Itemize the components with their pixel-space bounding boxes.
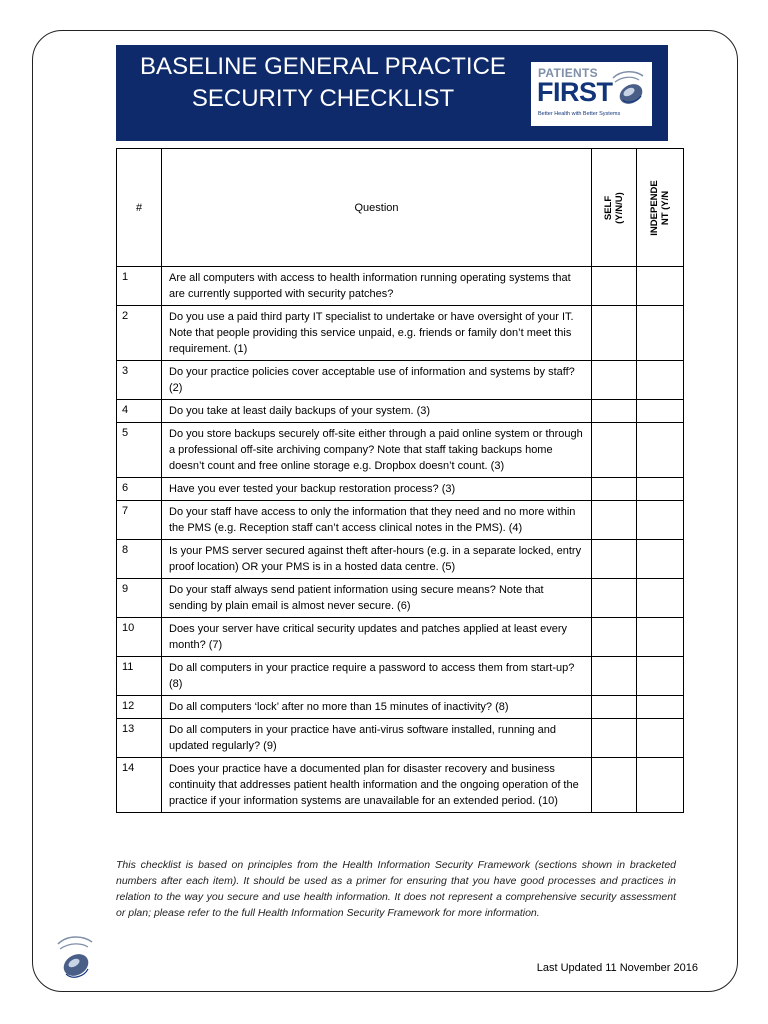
page-title bbox=[116, 51, 530, 115]
security-checklist-table bbox=[116, 148, 684, 813]
footnote: This checklist is based on principles from the Health Information Security Framework (sections shown in bracketed numbers after each item). It should be used as a primer for ensuring that you have good processes and practices in relation to the way you secure and use health information. It does not represent a comprehensive security assessment or plan; please refer to the full Health Information Security Framework for more information. bbox=[116, 859, 676, 919]
header-independent bbox=[637, 149, 684, 267]
self-answer-cell[interactable] bbox=[592, 361, 637, 400]
header-independent-line-1: INDEPENDE bbox=[649, 179, 660, 236]
self-answer-cell[interactable] bbox=[592, 267, 637, 306]
independent-answer-cell[interactable] bbox=[637, 478, 684, 501]
table-row bbox=[117, 657, 684, 696]
row-question: Do all computers ‘lock’ after no more than 15 minutes of inactivity? (8) bbox=[162, 696, 592, 719]
table-row bbox=[117, 267, 684, 306]
row-question: Do you take at least daily backups of your system. (3) bbox=[162, 400, 592, 423]
independent-answer-cell[interactable] bbox=[637, 361, 684, 400]
row-number: 2 bbox=[117, 306, 162, 361]
table-body bbox=[117, 267, 684, 813]
row-number: 3 bbox=[117, 361, 162, 400]
table-row bbox=[117, 478, 684, 501]
last-updated: Last Updated 11 November 2016 bbox=[536, 962, 698, 974]
row-number: 4 bbox=[117, 400, 162, 423]
logo-main-text: FIRST bbox=[537, 77, 613, 107]
independent-answer-cell[interactable] bbox=[637, 579, 684, 618]
table-row bbox=[117, 696, 684, 719]
self-answer-cell[interactable] bbox=[592, 618, 637, 657]
self-answer-cell[interactable] bbox=[592, 540, 637, 579]
row-question: Do you use a paid third party IT specialist to undertake or have oversight of your IT. Note that people providing this service unpaid, e.g. friends or family don’t meet this requirement. (1) bbox=[162, 306, 592, 361]
mouse-swoosh-icon bbox=[609, 68, 649, 108]
row-number: 10 bbox=[117, 618, 162, 657]
independent-answer-cell[interactable] bbox=[637, 657, 684, 696]
title-line-1: BASELINE GENERAL PRACTICE bbox=[140, 53, 506, 80]
table-row bbox=[117, 719, 684, 758]
patients-first-logo bbox=[531, 62, 652, 126]
self-answer-cell[interactable] bbox=[592, 501, 637, 540]
row-number: 7 bbox=[117, 501, 162, 540]
row-number: 13 bbox=[117, 719, 162, 758]
self-answer-cell[interactable] bbox=[592, 758, 637, 813]
row-question: Have you ever tested your backup restoration process? (3) bbox=[162, 478, 592, 501]
independent-answer-cell[interactable] bbox=[637, 267, 684, 306]
independent-answer-cell[interactable] bbox=[637, 501, 684, 540]
table-row bbox=[117, 423, 684, 478]
row-question: Do you store backups securely off-site either through a paid online system or through a professional off-site archiving company? Note that staff taking backups home doesn’t count and free online storage e.g. Dropbox doesn’t count. (3) bbox=[162, 423, 592, 478]
table-row bbox=[117, 361, 684, 400]
table-header-row bbox=[117, 149, 684, 267]
independent-answer-cell[interactable] bbox=[637, 758, 684, 813]
logo-top-text: PATIENTS bbox=[538, 66, 598, 80]
mouse-swoosh-icon bbox=[52, 932, 98, 984]
title-line-2: SECURITY CHECKLIST bbox=[191, 85, 455, 112]
independent-answer-cell[interactable] bbox=[637, 618, 684, 657]
logo-tagline: Better Health with Better Systems bbox=[538, 111, 621, 117]
row-number: 12 bbox=[117, 696, 162, 719]
self-answer-cell[interactable] bbox=[592, 657, 637, 696]
independent-answer-cell[interactable] bbox=[637, 306, 684, 361]
table-row bbox=[117, 618, 684, 657]
independent-answer-cell[interactable] bbox=[637, 423, 684, 478]
self-answer-cell[interactable] bbox=[592, 478, 637, 501]
row-question: Do your practice policies cover acceptable use of information and systems by staff? (2) bbox=[162, 361, 592, 400]
row-question: Do all computers in your practice have anti-virus software installed, running and updated regularly? (9) bbox=[162, 719, 592, 758]
row-number: 14 bbox=[117, 758, 162, 813]
self-answer-cell[interactable] bbox=[592, 579, 637, 618]
self-answer-cell[interactable] bbox=[592, 423, 637, 478]
self-answer-cell[interactable] bbox=[592, 696, 637, 719]
header-self-line-1: SELF bbox=[603, 195, 614, 220]
row-question: Does your practice have a documented plan for disaster recovery and business continuity that addresses patient health information and the ongoing operation of the practice if your information systems are unavailable for an extended period. (10) bbox=[162, 758, 592, 813]
row-number: 5 bbox=[117, 423, 162, 478]
row-question: Does your server have critical security updates and patches applied at least every month? (7) bbox=[162, 618, 592, 657]
row-number: 6 bbox=[117, 478, 162, 501]
header-question: Question bbox=[162, 149, 592, 267]
row-question: Are all computers with access to health information running operating systems that are currently supported with security patches? bbox=[162, 267, 592, 306]
table-row bbox=[117, 579, 684, 618]
row-number: 11 bbox=[117, 657, 162, 696]
independent-answer-cell[interactable] bbox=[637, 400, 684, 423]
independent-answer-cell[interactable] bbox=[637, 719, 684, 758]
table-row bbox=[117, 501, 684, 540]
independent-answer-cell[interactable] bbox=[637, 696, 684, 719]
row-number: 8 bbox=[117, 540, 162, 579]
self-answer-cell[interactable] bbox=[592, 719, 637, 758]
table-row bbox=[117, 306, 684, 361]
header-self bbox=[592, 149, 637, 267]
table-row bbox=[117, 758, 684, 813]
header-self-line-2: (Y/N/U) bbox=[614, 191, 625, 224]
row-number: 1 bbox=[117, 267, 162, 306]
row-question: Do your staff always send patient information using secure means? Note that sending by plain email is almost never secure. (6) bbox=[162, 579, 592, 618]
row-number: 9 bbox=[117, 579, 162, 618]
row-question: Do all computers in your practice require a password to access them from start-up? (8) bbox=[162, 657, 592, 696]
self-answer-cell[interactable] bbox=[592, 306, 637, 361]
header-number: # bbox=[117, 149, 162, 267]
row-question: Is your PMS server secured against theft after-hours (e.g. in a separate locked, entry proof location) OR your PMS is in a hosted data centre. (5) bbox=[162, 540, 592, 579]
table-row bbox=[117, 540, 684, 579]
self-answer-cell[interactable] bbox=[592, 400, 637, 423]
header-independent-line-2: NT (Y/N bbox=[660, 190, 671, 225]
table-row bbox=[117, 400, 684, 423]
row-question: Do your staff have access to only the information that they need and no more within the PMS (e.g. Reception staff can’t access clinical notes in the PMS). (4) bbox=[162, 501, 592, 540]
header-banner bbox=[116, 45, 668, 141]
independent-answer-cell[interactable] bbox=[637, 540, 684, 579]
